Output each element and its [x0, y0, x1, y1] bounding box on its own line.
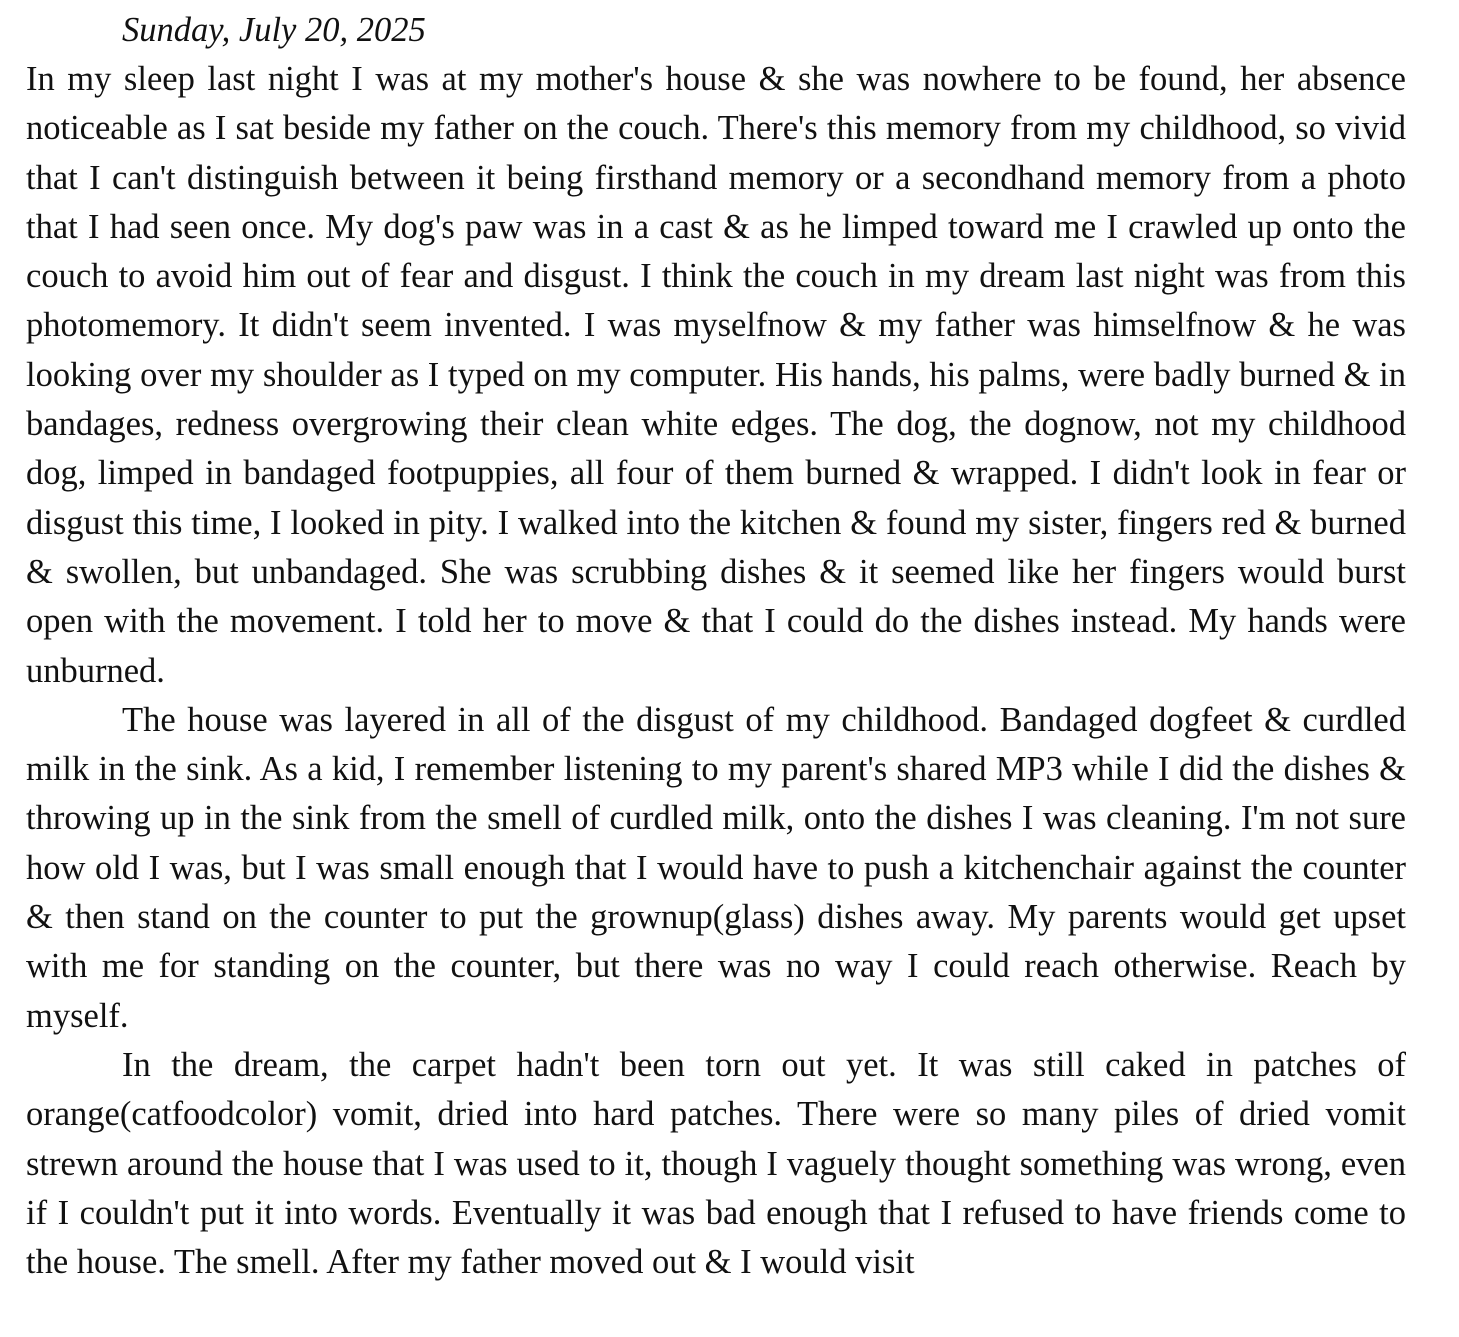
entry-date: Sunday, July 20, 2025	[122, 11, 426, 49]
paragraph-2: The house was layered in all of the disgust of my childhood. Bandaged dogfeet & curdled milk in the sink. As a kid, I remember listening to my parent's shared MP3 while I did the dishes & throwing up in the sink from the smell of curdled milk, onto the dishes I was cleaning. I'm not sure how old I was, but I was small enough that I would have to push a kitchenchair against the counter & then stand on the counter to put the grownup(glass) dishes away. My parents would get upset with me for standing on the counter, but there was no way I could reach otherwise. Reach by myself.	[26, 700, 1406, 1035]
paragraph-3: In the dream, the carpet hadn't been torn out yet. It was still caked in patches of orange(catfoodcolor) vomit, dried into hard patches. There were so many piles of dried vomit strewn around the house that I was used to it, though I vaguely thought something was wrong, even if I couldn't put it into words. Eventually it was bad enough that I refused to have friends come to the house. The smell. After my father moved out & I would visit	[26, 1045, 1406, 1282]
journal-page	[26, 6, 1406, 1287]
paragraph-1: In my sleep last night I was at my mother's house & she was nowhere to be found, her absence noticeable as I sat beside my father on the couch. There's this memory from my childhood, so vivid that I can't distinguish between it being firsthand memory or a secondhand memory from a photo that I had seen once. My dog's paw was in a cast & as he limped toward me I crawled up onto the couch to avoid him out of fear and disgust. I think the couch in my dream last night was from this photomemory. It didn't seem invented. I was myselfnow & my father was himselfnow & he was looking over my shoulder as I typed on my computer. His hands, his palms, were badly burned & in bandages, redness overgrowing their clean white edges. The dog, the dognow, not my childhood dog, limped in bandaged footpuppies, all four of them burned & wrapped. I didn't look in fear or disgust this time, I looked in pity. I walked into the kitchen & found my sister, fingers red & burned & swollen, but unbandaged. She was scrubbing dishes & it seemed like her fingers would burst open with the movement. I told her to move & that I could do the dishes instead. My hands were unburned.	[26, 60, 1406, 690]
